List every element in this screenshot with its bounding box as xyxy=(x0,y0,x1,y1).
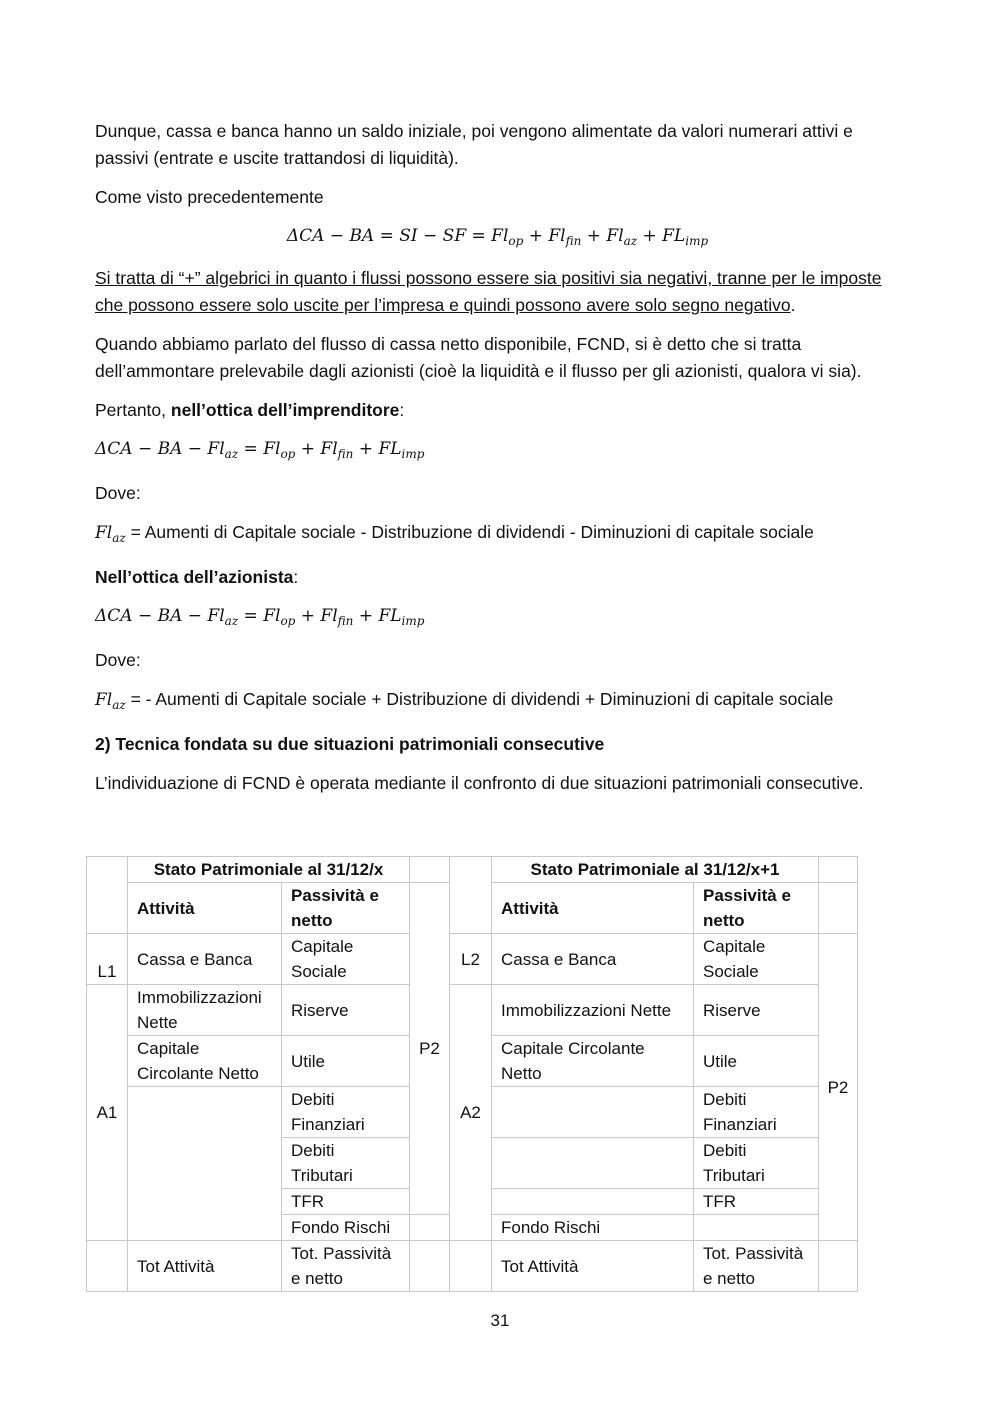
paragraph: Come visto precedentemente xyxy=(95,187,324,207)
row-label-p2: P2 xyxy=(410,883,450,1215)
document-body xyxy=(95,118,900,809)
formula-entrepreneur: ΔCA − BA − $Fl_{az} = Fl_{op} + Fl_{fin} + FL_{imp}$ xyxy=(95,439,425,461)
table-cell xyxy=(450,1241,492,1292)
table-row xyxy=(87,1241,858,1292)
table-header-left: Stato Patrimoniale al 31/12/x xyxy=(128,857,410,883)
table-cell: Debiti Finanziari xyxy=(694,1087,819,1138)
table-cell xyxy=(87,1241,128,1292)
row-label-l2: L2 xyxy=(450,934,492,985)
table-cell: Debiti Tributari xyxy=(282,1138,410,1189)
table-cell: Fondo Rischi xyxy=(492,1215,694,1241)
table-cell xyxy=(492,1087,694,1138)
table-cell: Debiti Tributari xyxy=(694,1138,819,1189)
table-cell xyxy=(819,1241,858,1292)
table-cell xyxy=(819,883,858,934)
paragraph: Dunque, cassa e banca hanno un saldo iniziale, poi vengono alimentate da valori numerari attivi e passivi (entrate e uscite trattandosi di liquidità). xyxy=(95,121,853,168)
formula-shareholder: ΔCA − BA − $Fl_{az} = Fl_{op} + Fl_{fin} + FL_{imp}$ xyxy=(95,606,425,628)
table-cell xyxy=(410,857,450,883)
table-cell: Fondo Rischi xyxy=(282,1215,410,1241)
paragraph-shareholder-view: Nell’ottica dell’azionista: xyxy=(95,567,299,587)
paragraph: Dove: xyxy=(95,483,141,503)
column-header-passivita: Passività e netto xyxy=(282,883,410,934)
column-header-passivita: Passività e netto xyxy=(694,883,819,934)
formula-cash-flow-identity: ΔCA − BA = SI − SF = $Fl_{op} + Fl_{fin} + Fl_{az} + FL_{imp}$ xyxy=(286,226,709,248)
table-cell: Cassa e Banca xyxy=(492,934,694,985)
table-cell: Capitale Circolante Netto xyxy=(492,1036,694,1087)
table-row xyxy=(87,985,858,1036)
balance-sheet-comparison-table xyxy=(86,856,858,1292)
row-label-a1: A1 xyxy=(87,985,128,1241)
table-header-right: Stato Patrimoniale al 31/12/x+1 xyxy=(492,857,819,883)
table-cell: Capitale Sociale xyxy=(282,934,410,985)
table-cell: Cassa e Banca xyxy=(128,934,282,985)
paragraph-entrepreneur-view: Pertanto, nell’ottica dell’imprenditore: xyxy=(95,400,405,420)
paragraph: Dove: xyxy=(95,650,141,670)
row-label-a2: A2 xyxy=(450,985,492,1241)
table-cell xyxy=(128,1087,282,1241)
row-label-l1: L1 xyxy=(87,934,128,985)
table-cell xyxy=(87,857,128,934)
paragraph: L’individuazione di FCND è operata mediante il confronto di due situazioni patrimoniali consecutive. xyxy=(95,773,864,793)
table-cell: Capitale Circolante Netto xyxy=(128,1036,282,1087)
table-cell: Capitale Sociale xyxy=(694,934,819,985)
table-cell: Tot Attività xyxy=(492,1241,694,1292)
table-cell: Utile xyxy=(694,1036,819,1087)
paragraph: Quando abbiamo parlato del flusso di cassa netto disponibile, FCND, si è detto che si tratta dell’ammontare prelevabile dagli azionisti (cioè la liquidità e il flusso per gli azionisti, qualora vi sia). xyxy=(95,334,862,381)
table-cell: Tot Attività xyxy=(128,1241,282,1292)
table-cell: Debiti Finanziari xyxy=(282,1087,410,1138)
table-cell xyxy=(819,857,858,883)
table-cell: TFR xyxy=(282,1189,410,1215)
table-cell: Riserve xyxy=(694,985,819,1036)
table-row xyxy=(87,857,858,883)
table-row xyxy=(87,934,858,985)
column-header-attivita: Attività xyxy=(492,883,694,934)
section-heading: 2) Tecnica fondata su due situazioni patrimoniali consecutive xyxy=(95,734,605,754)
column-header-attivita: Attività xyxy=(128,883,282,934)
table-cell: TFR xyxy=(694,1189,819,1215)
row-label-p2: P2 xyxy=(819,934,858,1241)
table-cell xyxy=(492,1138,694,1189)
table-cell: Tot. Passività e netto xyxy=(694,1241,819,1292)
paragraph-underlined: Si tratta di “+” algebrici in quanto i flussi possono essere sia positivi sia negativi, tranne per le imposte che possono essere solo uscite per l’impresa e quindi possono avere solo segno negativo. xyxy=(95,268,882,315)
table-cell xyxy=(450,857,492,934)
table-cell xyxy=(492,1189,694,1215)
table-cell: Immobilizzazioni Nette xyxy=(492,985,694,1036)
flaz-definition: $Fl_{az}$ = Aumenti di Capitale sociale - Distribuzione di dividendi - Diminuzioni di capitale sociale xyxy=(95,522,814,545)
table-cell xyxy=(410,1241,450,1292)
table-cell xyxy=(410,1215,450,1241)
table-cell: Utile xyxy=(282,1036,410,1087)
flaz-definition: $Fl_{az}$ = - Aumenti di Capitale sociale + Distribuzione di dividendi + Diminuzioni di capitale sociale xyxy=(95,689,834,712)
page-number: 31 xyxy=(490,1311,510,1330)
table-cell: Tot. Passività e netto xyxy=(282,1241,410,1292)
table-cell: Immobilizzazioni Nette xyxy=(128,985,282,1036)
table-cell: Riserve xyxy=(282,985,410,1036)
